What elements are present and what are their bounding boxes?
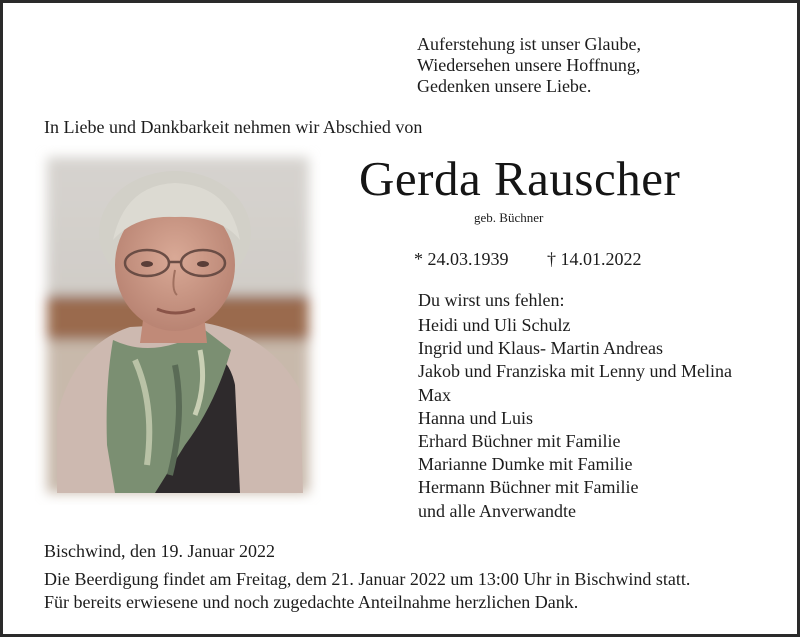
list-item: Hanna und Luis <box>418 407 533 428</box>
mourners-heading: Du wirst uns fehlen: <box>418 290 565 310</box>
list-item: Max <box>418 384 451 405</box>
mourners-list <box>418 314 732 523</box>
birth-date: * 24.03.1939 <box>414 249 509 269</box>
maiden-name: geb. Büchner <box>474 210 544 225</box>
place-and-date: Bischwind, den 19. Januar 2022 <box>44 541 275 561</box>
intro-text: In Liebe und Dankbarkeit nehmen wir Abschied von <box>44 117 423 137</box>
quote-line: Wiedersehen unsere Hoffnung, <box>417 55 641 75</box>
list-item: Jakob und Franziska mit Lenny und Melina <box>418 361 732 382</box>
list-item: und alle Anverwandte <box>418 500 576 521</box>
funeral-info: Die Beerdigung findet am Freitag, dem 21. Januar 2022 um 13:00 Uhr in Bischwind statt. <box>44 569 691 589</box>
list-item: Marianne Dumke mit Familie <box>418 454 633 475</box>
portrait-photo <box>35 145 321 505</box>
list-item: Heidi und Uli Schulz <box>418 315 571 335</box>
list-item: Hermann Büchner mit Familie <box>418 477 639 498</box>
epitaph-quote <box>417 34 641 97</box>
quote-line: Gedenken unsere Liebe. <box>417 76 592 96</box>
list-item: Erhard Büchner mit Familie <box>418 431 621 452</box>
deceased-name: Gerda Rauscher <box>359 151 681 206</box>
list-item: Ingrid und Klaus- Martin Andreas <box>418 338 663 359</box>
quote-line: Auferstehung ist unser Glaube, <box>417 34 641 54</box>
thanks-note: Für bereits erwiesene und noch zugedachte Anteilnahme herzlichen Dank. <box>44 592 579 612</box>
death-date: † 14.01.2022 <box>547 249 642 269</box>
